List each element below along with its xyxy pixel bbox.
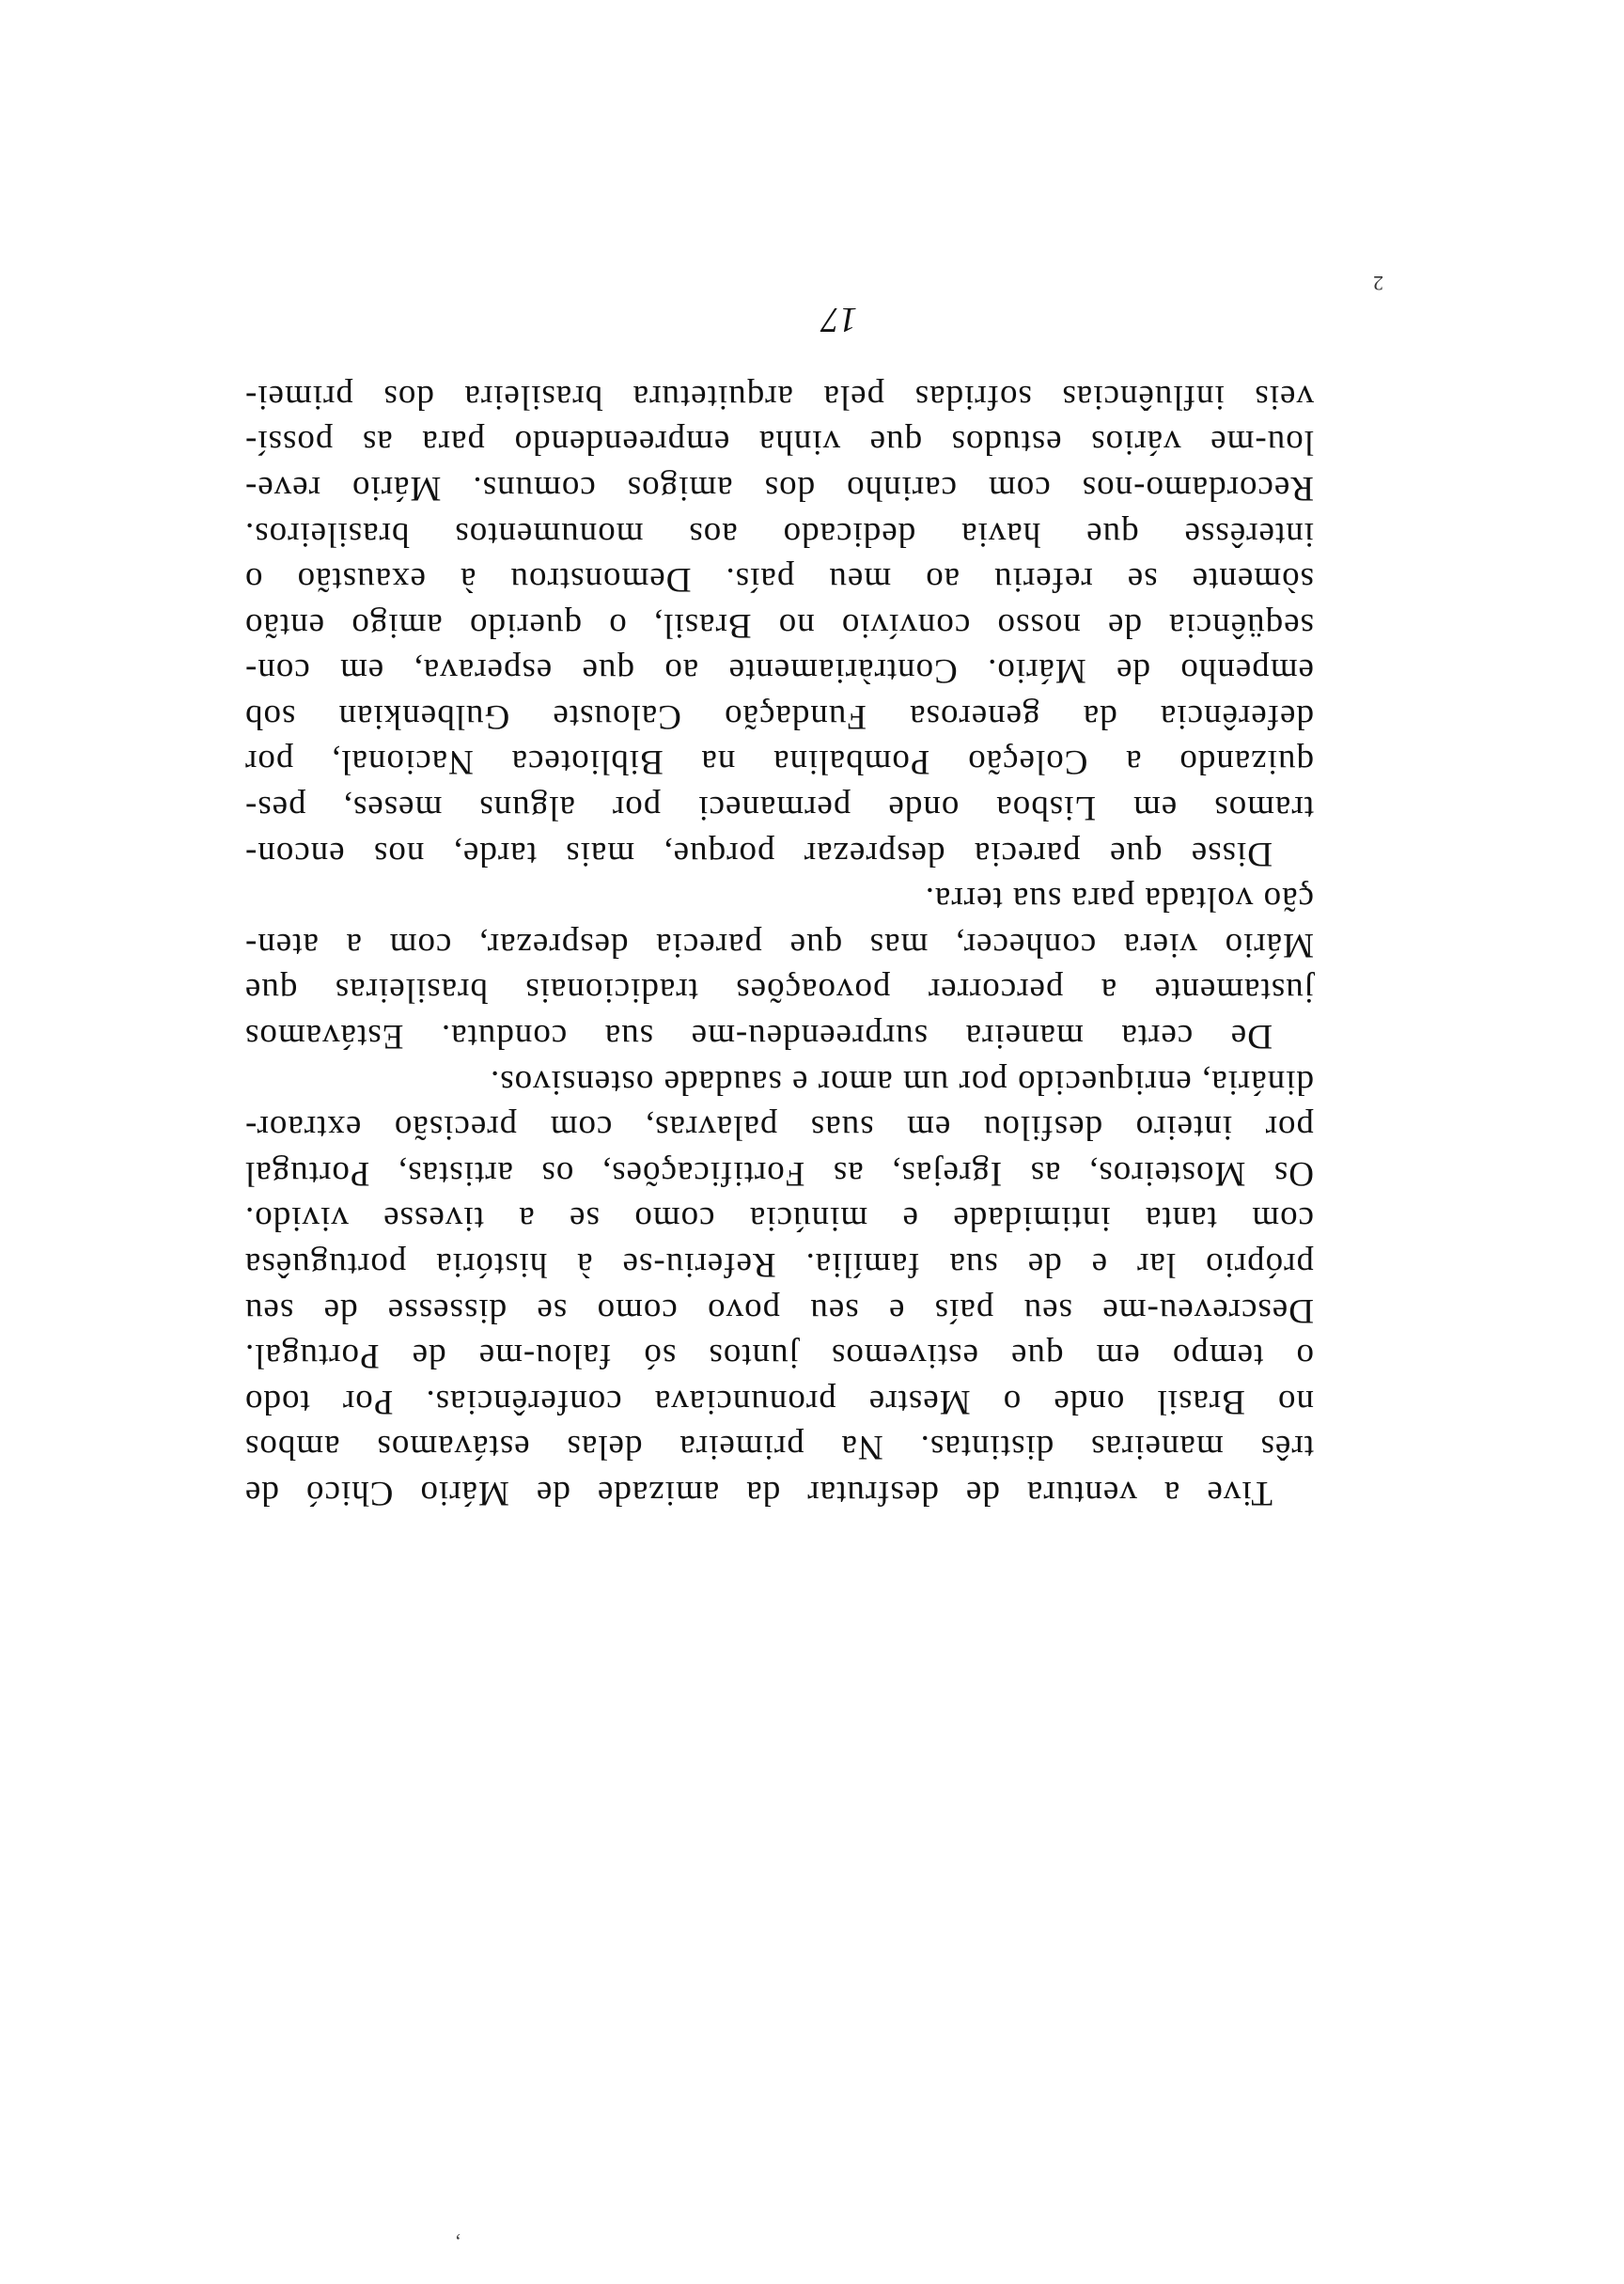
signature-mark: 2 bbox=[1373, 272, 1383, 295]
paragraph-2 bbox=[244, 876, 1314, 1058]
body-text bbox=[244, 373, 1314, 1515]
text-line: veis influências sofridas pela arquitetura brasileira dos primei- bbox=[244, 377, 1314, 416]
text-line: quizando a Coleção Pombalina na Biblioteca Nacional, por bbox=[244, 743, 1314, 782]
text-line: Mário viera conhecer, mas que parecia desprezar, com a aten- bbox=[244, 925, 1314, 964]
text-line: deferência da generosa Fundação Calouste Gulbenkian sob bbox=[244, 696, 1314, 736]
text-line: Recordamo-nos com carinho dos amigos comuns. Mário reve- bbox=[244, 468, 1314, 508]
page-number: 17 bbox=[821, 300, 857, 339]
text-line: sòmente se referiu ao meu país. Demonstrou à exaustão o bbox=[244, 560, 1314, 600]
text-line: três maneiras distintas. Na primeira delas estávamos ambos bbox=[244, 1428, 1314, 1467]
text-line: justamente a percorrer povoações tradicionais brasileiras que bbox=[244, 971, 1314, 1010]
text-line: por inteiro desfilou em suas palavras, com precisão extraor- bbox=[244, 1108, 1314, 1148]
text-line: tramos em Lisboa onde permaneci por alguns meses, pes- bbox=[244, 789, 1314, 828]
text-line: lou-me vários estudos que vinha empreendendo para as possí- bbox=[244, 423, 1314, 462]
text-line: Descreveu-me seu país e seu povo como se dissesse de seu bbox=[244, 1291, 1314, 1330]
stray-mark: , bbox=[455, 2232, 461, 2256]
text-line: o tempo em que estivemos juntos só falou-me de Portugal. bbox=[244, 1337, 1314, 1376]
text-line: dinária, enriquecido por um amor e saudade ostensivos. bbox=[489, 1062, 1314, 1102]
paragraph-3 bbox=[244, 373, 1314, 876]
text-line: próprio lar e de sua família. Referiu-se à história portuguêsa bbox=[244, 1245, 1314, 1285]
text-line: Disse que parecia desprezar porque, mais tarde, nos encon- bbox=[244, 834, 1273, 873]
text-line: com tanta intimidade e minúcia como se a tivesse vivido. bbox=[244, 1199, 1314, 1239]
text-line: interêsse que havia dedicado aos monumentos brasileiros. bbox=[244, 514, 1314, 554]
text-line: Os Mosteiros, as Igrejas, as Fortificações, os artistas, Portugal bbox=[244, 1153, 1314, 1193]
paragraph-1 bbox=[244, 1058, 1314, 1515]
text-line: De certa maneira surpreendeu-me sua conduta. Estávamos bbox=[244, 1017, 1273, 1056]
text-line: Tive a ventura de desfrutar da amizade de Mário Chicó de bbox=[244, 1474, 1273, 1512]
text-line: empenho de Mário. Contràriamente ao que esperava, em con- bbox=[244, 651, 1314, 691]
text-line: ção voltada para sua terra. bbox=[924, 880, 1314, 919]
text-line: no Brasil onde o Mestre pronunciava conferências. Por todo bbox=[244, 1382, 1314, 1421]
text-line: seqüência de nosso convívio no Brasil, o querido amigo então bbox=[244, 605, 1314, 645]
